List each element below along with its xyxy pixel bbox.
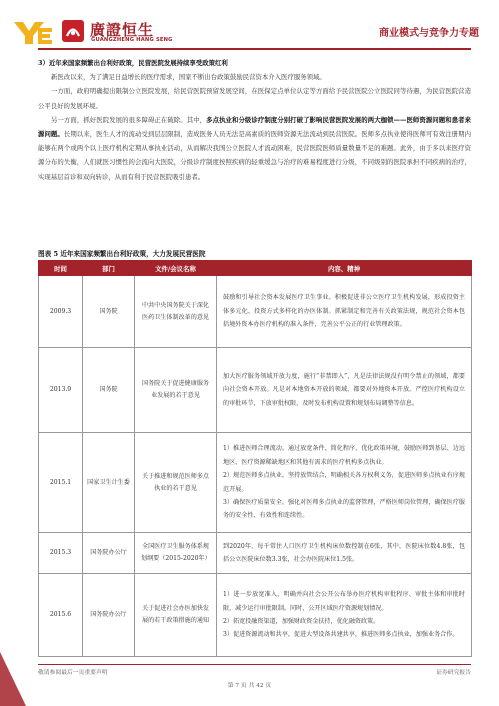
policy-table — [38, 260, 472, 657]
cell-content: 到2020年，每千常住人口医疗卫生机构床位数控制在6张，其中，医院床位数4.8张，包括公立医院床位数3.3张，社会办医院床位1.5张。 — [217, 533, 472, 574]
brand-name-en: GUANGZHENG HANG SENG — [91, 37, 173, 43]
table-row — [39, 348, 472, 433]
corner-decoration — [0, 652, 26, 706]
section-heading: 3）近年来国家频繁出台利好政策，民营医院发展持续享受政策红利 — [38, 59, 228, 67]
table-row — [39, 574, 472, 657]
cell-doc: 国务院关于促进健康服务业发展的若干意见 — [135, 348, 217, 433]
cell-time: 2015.3 — [39, 533, 83, 574]
cell-doc: 全国医疗卫生服务体系规划纲要（2015-2020年） — [135, 533, 217, 574]
table-row — [39, 533, 472, 574]
cell-doc: 关于促进社会办医加快发展的若干政策措施的通知 — [135, 574, 217, 657]
guangzheng-logo-icon — [62, 20, 84, 42]
report-title: 商业模式与竞争力专题 — [379, 28, 479, 39]
paragraph-3-lead: 另一方面，抓好医院发展的很多障碍正在破除。其中， — [51, 115, 207, 124]
cell-dept: 国务院 — [83, 276, 135, 348]
cell-dept: 国务院办公厅 — [83, 574, 135, 657]
cell-content: 1）推进医师合理流动。通过放宽条件、简化程序，优化政策环境，鼓励医师到基层、边远地区、医疗资源稀缺地区和其他有需求的医疗机构多点执业。 2）规范医师多点执业。坚持放管结合，明确相关各方权利义务，促进医师多点执业有序规范开展。 3）确保医疗质量安全。强化对医师多点执业的监督管理，严格医师岗位管理，确保医疗服务的安全性、有效性和连续性。 — [217, 433, 472, 533]
header-divider — [38, 48, 471, 50]
cell-dept: 国务院办公厅 — [83, 533, 135, 574]
table-caption: 图表 5 近年来国家频繁出台利好政策，大力发展民营医院 — [38, 250, 206, 258]
cell-time: 2009.3 — [39, 276, 83, 348]
body-text — [38, 56, 471, 184]
cell-time: 2015.6 — [39, 574, 83, 657]
column-header-dept: 部门 — [83, 261, 135, 276]
paragraph-2: 一方面，政府明确提出限制公立医院发展，给民营医院预留发展空间，在医保定点单位认定等方面给予民营医院公立医院同等待遇，为民营医院营造公平良好的发展环境。 — [38, 87, 471, 110]
cell-doc: 关于推进和规范医师多点执业的若干意见 — [135, 433, 217, 533]
table-header-row — [39, 261, 472, 276]
cell-dept: 国家卫生计生委 — [83, 433, 135, 533]
cell-time: 2015.1 — [39, 433, 83, 533]
cell-doc: 中共中央国务院关于深化医药卫生体制改革的意见 — [135, 276, 217, 348]
footer-org: 证券研究报告 — [436, 670, 471, 676]
cell-content: 加大医疗服务领域开放力度，施行“非禁即入”，凡是法律法规没有明令禁止的领域，都要向社会资本开放。凡是对本地资本开放的领域，都要对外地资本开放。严控医疗机构设立的审批环节，下放审批权限，及时发布机构设置和规划布局调整等信息。 — [217, 348, 472, 433]
paragraph-3-rest: 长期以来，医生人才的流动受到层层限制，造成医务人员无法是高素质的医师资源无法流动到民营医院。医师多点执业使得医师可有效注册期内能够在两个或两个以上医疗机构定期从事执业活动，从而解决我国公立医院人才流动困难，民营医院医师质量数量不足的难题。此外，由于多以来医疗资源分布的失衡，人们就医习惯性的会流向大医院，分级诊疗制度按照疾病的轻重缓急与治疗的难易程度进行分级，不同级别的医院承担不同疾病的治疗，实现基层首诊和双向转诊，从而有利于民营医院吸引患者。 — [38, 130, 472, 181]
column-header-content: 内容、精神 — [217, 261, 472, 276]
paragraph-3-highlight: 多点执业和分级诊疗制度分别打破了影响民营医院发展的两大枷锁——医师资源问题和患者来源问题。 — [38, 115, 472, 139]
paragraph-1: 新医改以来，为了满足日益增长的医疗需求，国家不断出台政策鼓励民营资本介入医疗服务领域。 — [51, 73, 326, 82]
cell-content: 1）进一步放宽准入，明确并向社会公开公布举办医疗机构审批程序、审批主体和审批时限，减少运行审批限制。同时，公开区域医疗资源规划情况。 2）拓宽投融资渠道，加强财政资金扶持，优化融资政策。 3）促进资源流动和共享，促进大型设备共建共享，推进医师多点执业，加强业务合作。 — [217, 574, 472, 657]
brand-name: 廣證恒生 — [90, 21, 155, 39]
footer-divider — [38, 664, 471, 665]
page-header — [0, 0, 499, 54]
table-row — [39, 433, 472, 533]
cell-content: 鼓励和引导社会资本发展医疗卫生事业。积极促进非公立医疗卫生机构发展，形成投资主体多元化、投资方式多样化的办医体制。抓紧制定和完善有关政策法规，规范社会资本包括境外资本办医疗机构的准入条件，完善公平公正的行业管理政策。 — [217, 276, 472, 348]
column-header-doc: 文件/会议名称 — [135, 261, 217, 276]
policy-table-section — [38, 248, 471, 657]
footer-disclaimer: 敬请参阅最后一页重要声明 — [38, 670, 108, 676]
table-row — [39, 276, 472, 348]
paragraph-3 — [38, 113, 471, 184]
page-number: 第 7 页 共 42 页 — [227, 683, 272, 689]
column-header-time: 时间 — [39, 261, 83, 276]
cell-time: 2013.9 — [39, 348, 83, 433]
cell-dept: 国务院 — [83, 348, 135, 433]
ye-logo-icon — [14, 22, 52, 44]
